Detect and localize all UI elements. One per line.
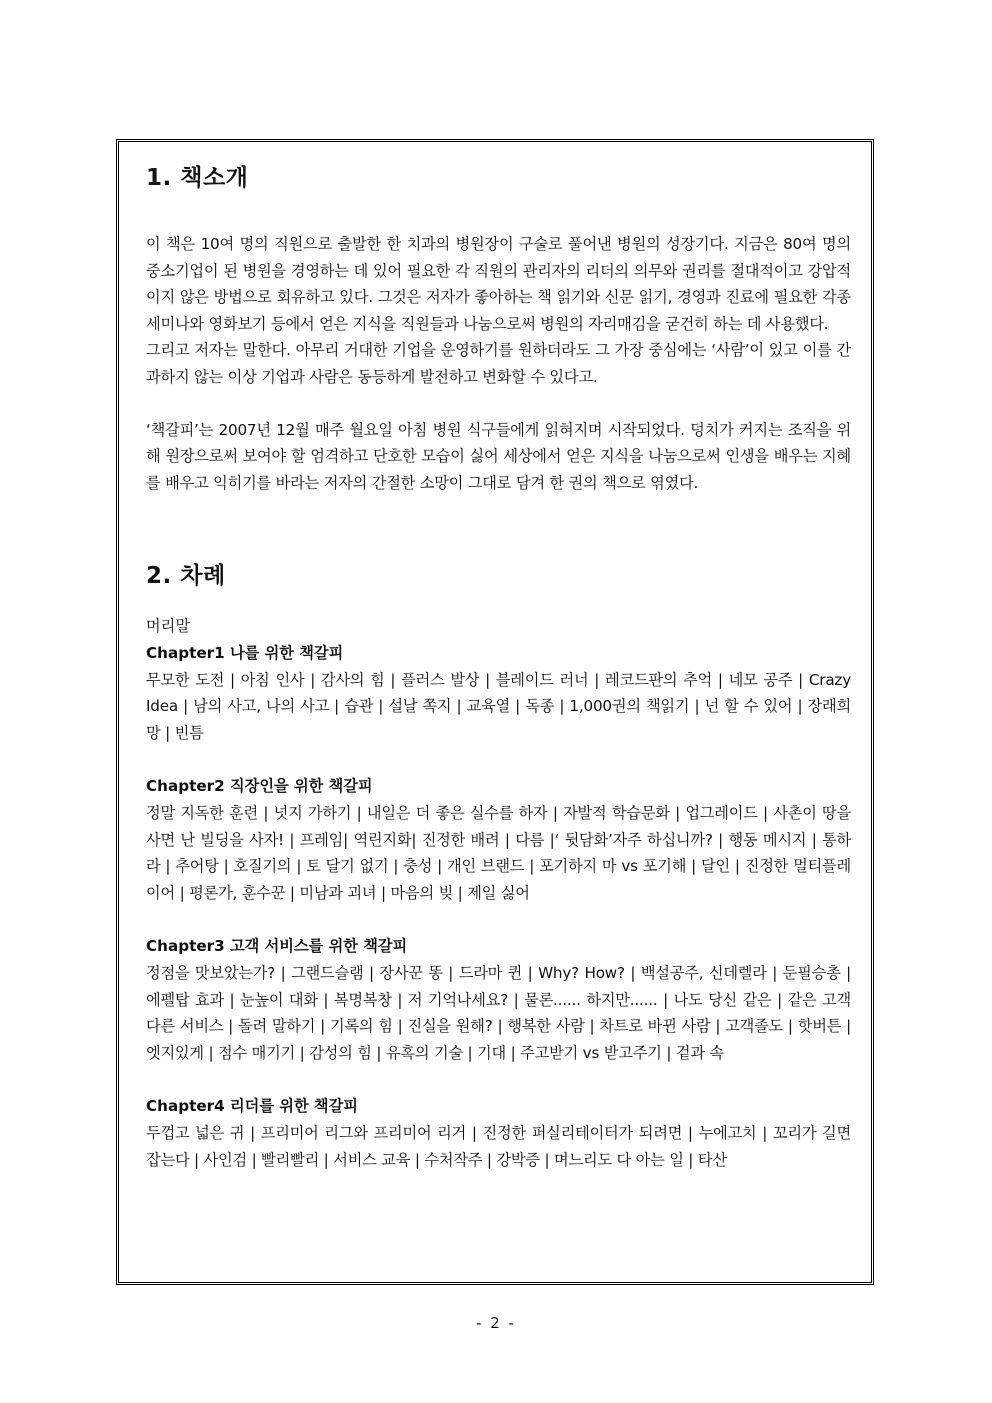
- chapter-items-2: 정말 지독한 훈련 | 넛지 가하기 | 내일은 더 좋은 실수를 하자 | 자발적 학습문화 | 업그레이드 | 사촌이 땅을 사면 난 빌딩을 사자! | 프레임| 역린지화| 진정한 배려 | 다름 |‘ 뒷담화’자주 하십니까? | 행동 메시지 | 통하라 | 추어탕 | 호질기의 | 토 달기 없기 | 충성 | 개인 브랜드 | 포기하지 마 vs 포기해 | 달인 | 진정한 멀티플레이어 | 평론가, 훈수꾼 | 미남과 괴녀 | 마음의 빚 | 제일 싫어: [146, 804, 851, 902]
- section-title-book-intro: 1. 책소개: [146, 165, 249, 191]
- chapter-items-1: 무모한 도전 | 아침 인사 | 감사의 힘 | 플러스 발상 | 블레이드 러너 | 레코드판의 추억 | 네모 공주 | Crazy Idea | 남의 사고, 나의 사고 | 습관 | 설날 쪽지 | 교육열 | 독종 | 1,000권의 책읽기 | 넌 할 수 있어 | 장래희망 | 빈틈: [146, 670, 851, 742]
- chapter-items-4: 두껍고 넓은 귀 | 프리미어 리그와 프리미어 리거 | 진정한 퍼실리테이터가 되려면 | 누에고치 | 꼬리가 길면 잡는다 | 사인검 | 빨리빨리 | 서비스 교육 | 수처작주 | 강박증 | 며느리도 다 아는 일 | 타산: [146, 1124, 851, 1169]
- content-body: [146, 158, 851, 1173]
- chapter-heading-1: Chapter1 나를 위한 책갈피: [146, 643, 344, 662]
- intro-paragraph-3: ‘책갈피’는 2007년 12월 매주 월요일 아침 병원 식구들에게 읽혀지며 시작되었다. 덩치가 커지는 조직을 위해 원장으로써 보여야 할 엄격하고 단호한 모습이 싫어 세상에서 얻은 지식을 나눔으로써 인생을 배우는 지혜를 배우고 익히기를 바라는 저자의 간절한 소망이 그대로 담겨 한 권의 책으로 엮였다.: [146, 420, 851, 492]
- chapter-heading-3: Chapter3 고객 서비스를 위한 책갈피: [146, 937, 408, 955]
- intro-paragraph-2: 그리고 저자는 말한다. 아무리 거대한 기업을 운영하기를 원하더라도 그 가장 중심에는 ‘사람’이 있고 이를 간과하지 않는 이상 기업과 사람은 동등하게 발전하고 변화할 수 있다고.: [146, 341, 851, 386]
- content-frame: [116, 139, 874, 1285]
- toc-preface: 머리말: [146, 617, 191, 635]
- chapter-heading-2: Chapter2 직장인을 위한 책갈피: [146, 777, 373, 795]
- chapter-items-3: 정점을 맛보았는가? | 그랜드슬램 | 장사꾼 똥 | 드라마 퀸 | Why? How? | 백설공주, 신데렐라 | 둔필승총 | 에펠탑 효과 | 눈높이 대화 | 복명복창 | 저 기억나세요? | 물론...... 하지만...... | 나도 당신 같은 | 같은 고객 다른 서비스 | 돌려 말하기 | 기록의 힘 | 진실을 원해? | 행복한 사람 | 차트로 바뀐 사람 | 고객졸도 | 핫버튼 | 엣지있게 | 점수 매기기 | 감성의 힘 | 유혹의 기술 | 기대 | 주고받기 vs 받고주기 | 겉과 속: [146, 964, 851, 1062]
- chapter-heading-4: Chapter4 리더를 위한 책갈피: [146, 1097, 358, 1115]
- intro-paragraph-1: 이 책은 10여 명의 직원으로 출발한 한 치과의 병원장이 구술로 풀어낸 병원의 성장기다. 지금은 80여 명의 중소기업이 된 병원을 경영하는 데 있어 필요한 각 직원의 관리자의 리더의 의무와 권리를 절대적이고 강압적이지 않은 방법으로 회유하고 있다. 그것은 저자가 좋아하는 책 읽기와 신문 읽기, 경영과 진료에 필요한 각종 세미나와 영화보기 등에서 얻은 지식을 직원들과 나눔으로써 병원의 자리매김을 굳건히 하는 데 사용했다.: [146, 235, 851, 333]
- section-title-contents: 2. 차례: [146, 563, 226, 589]
- page-number: - 2 -: [476, 1314, 516, 1332]
